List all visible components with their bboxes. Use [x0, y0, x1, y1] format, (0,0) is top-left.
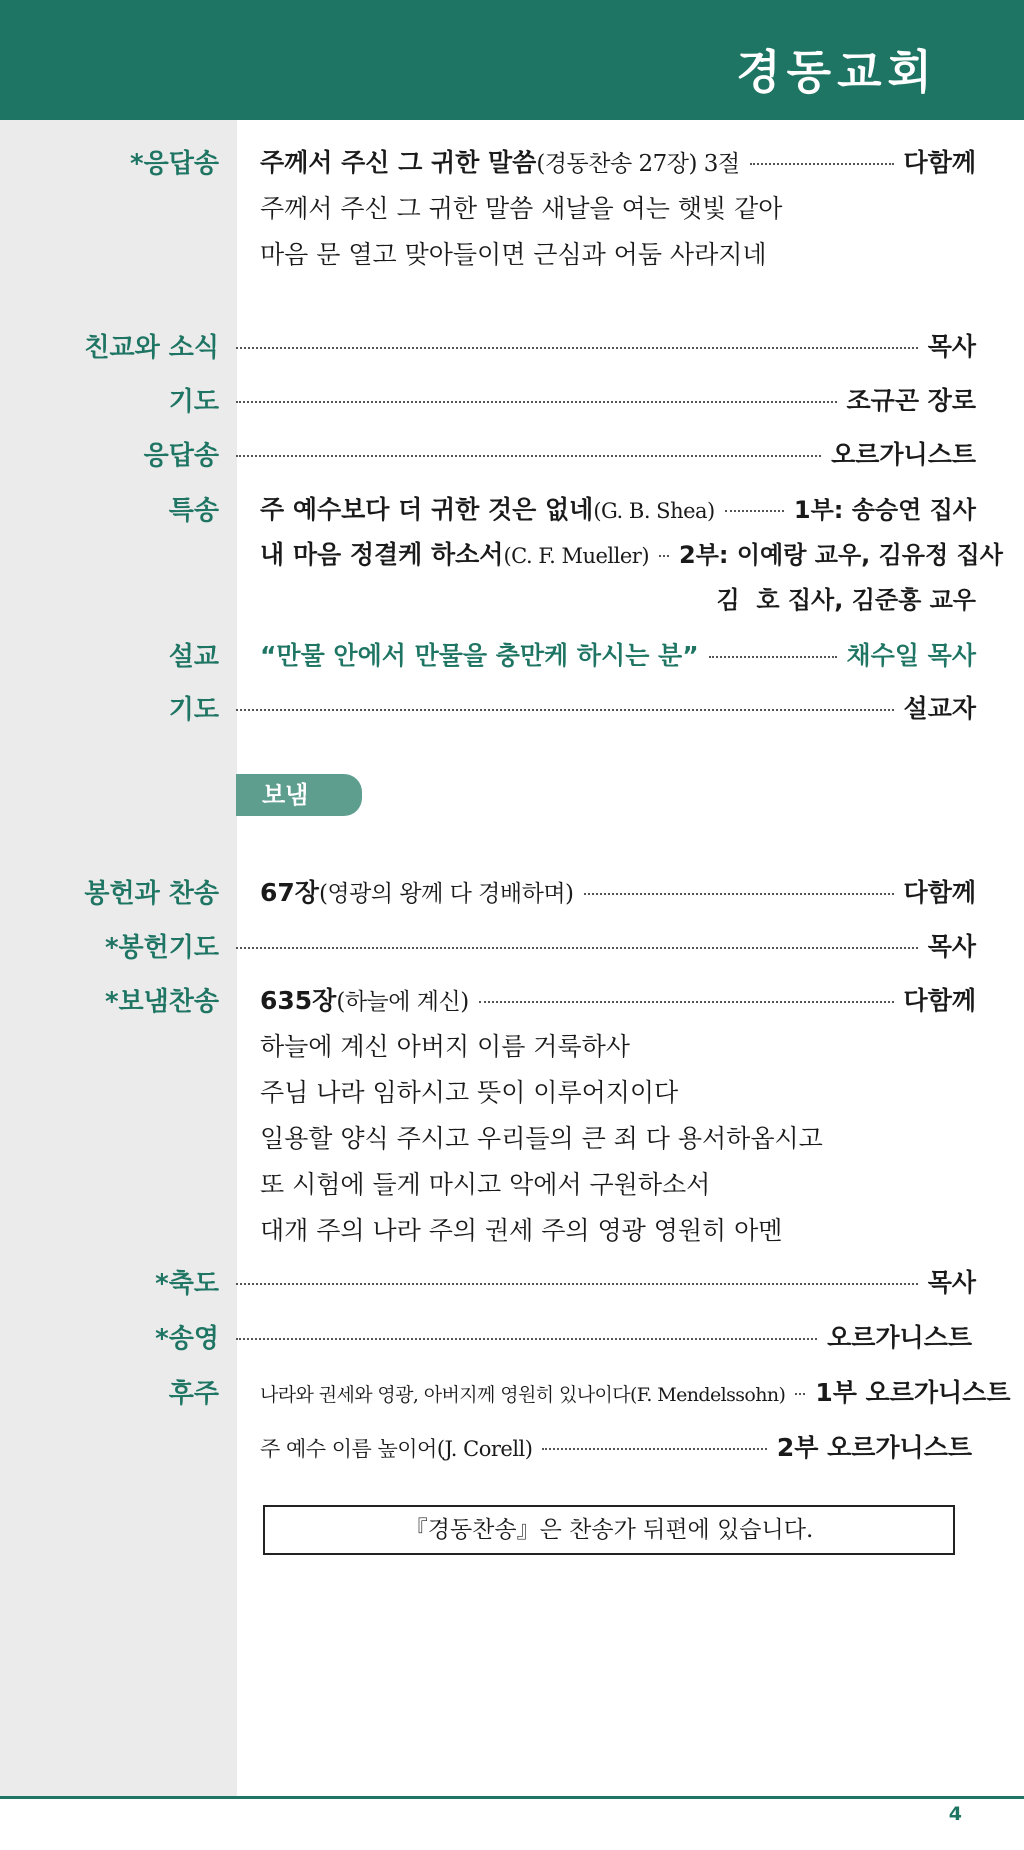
label-sending-hymn: *보냄찬송	[104, 987, 219, 1017]
response-hymn-title: 주께서 주신 그 귀한 말씀	[260, 148, 537, 177]
row-prayer-2	[236, 689, 976, 725]
lyric-line: 일용할 양식 주시고 우리들의 큰 죄 다 용서하옵시고	[260, 1124, 823, 1153]
row-postlude-2	[260, 1428, 972, 1464]
sending-hymn-number: 635장	[260, 986, 337, 1015]
leader-dots	[659, 555, 669, 557]
row-special-song-1	[260, 490, 976, 526]
leader-dots	[479, 1001, 894, 1003]
leader-dots	[750, 163, 894, 165]
offering-hymn-title: (영광의 왕께 다 경배하며)	[318, 881, 574, 907]
response-hymn-role: 다함께	[903, 148, 976, 177]
doxology-role: 오르가니스트	[827, 1323, 972, 1352]
row-doxology	[236, 1318, 972, 1354]
row-response	[236, 435, 976, 471]
label-response-hymn: *응답송	[130, 149, 219, 179]
row-fellowship	[236, 327, 976, 363]
label-sermon: 설교	[168, 642, 219, 672]
row-offering-prayer	[236, 927, 976, 963]
label-prayer-2: 기도	[168, 695, 219, 725]
lyric-line: 마음 문 열고 맞아들이면 근심과 어둠 사라지네	[260, 240, 767, 269]
leader-dots	[725, 510, 784, 512]
row-response-hymn	[260, 143, 976, 179]
response-role: 오르가니스트	[831, 440, 976, 469]
leader-dots	[795, 1393, 805, 1395]
footer-rule	[0, 1796, 1024, 1799]
response-hymn-subtitle: (경동찬송 27장) 3절	[536, 151, 740, 177]
special-song-2-role: 2부: 이예랑 교우, 김유정 집사	[679, 541, 1003, 569]
label-prayer: 기도	[168, 387, 219, 417]
label-benediction: *축도	[155, 1269, 219, 1299]
row-prayer	[236, 381, 976, 417]
row-benediction	[236, 1263, 976, 1299]
leader-dots	[236, 401, 837, 403]
label-doxology: *송영	[155, 1324, 219, 1354]
leader-dots	[236, 1338, 817, 1340]
special-song-1-title: 주 예수보다 더 귀한 것은 없네	[260, 495, 594, 524]
page-number: 4	[948, 1803, 962, 1825]
row-postlude-1	[260, 1373, 1011, 1409]
leader-dots	[542, 1448, 766, 1450]
offering-prayer-role: 목사	[927, 932, 976, 961]
label-offering-prayer: *봉헌기도	[104, 933, 219, 963]
label-postlude: 후주	[168, 1379, 219, 1409]
label-offering: 봉헌과 찬송	[84, 879, 219, 909]
leader-dots	[236, 455, 821, 457]
special-song-2-title: 내 마음 정결케 하소서	[260, 540, 504, 569]
label-special-song: 특송	[168, 496, 219, 526]
lyric-line: 또 시험에 들게 마시고 악에서 구원하소서	[260, 1170, 711, 1199]
prayer-2-role: 설교자	[903, 694, 976, 723]
hymnal-note: 『경동찬송』은 찬송가 뒤편에 있습니다.	[263, 1505, 955, 1555]
leader-dots	[236, 709, 894, 711]
leader-dots	[709, 656, 837, 658]
benediction-role: 목사	[927, 1268, 976, 1297]
lyric-line: 주께서 주신 그 귀한 말씀 새날을 여는 햇빛 같아	[260, 194, 783, 223]
leader-dots	[236, 1283, 918, 1285]
leader-dots	[236, 947, 918, 949]
postlude-role-1: 1부 오르가니스트	[815, 1378, 1011, 1407]
row-offering	[260, 873, 976, 909]
postlude-piece-2: 주 예수 이름 높이어(J. Corell)	[260, 1437, 533, 1461]
prayer-role: 조규곤 장로	[846, 386, 976, 415]
row-special-song-2	[260, 535, 1003, 571]
lyric-line: 하늘에 계신 아버지 이름 거룩하사	[260, 1032, 630, 1061]
section-tab-sending: 보냄	[236, 774, 362, 816]
special-song-2-role-cont: 김 호 집사, 김준홍 교우	[716, 586, 976, 614]
row-sending-hymn	[260, 981, 976, 1017]
church-name: 경동교회	[736, 45, 938, 99]
row-sermon	[260, 636, 976, 672]
postlude-piece-1: 나라와 권세와 영광, 아버지께 영원히 있나이다(F. Mendelssohn)	[260, 1384, 786, 1406]
special-song-1-composer: (G. B. Shea)	[593, 499, 715, 523]
postlude-role-2: 2부 오르가니스트	[776, 1433, 972, 1462]
special-song-1-role: 1부: 송승연 집사	[793, 496, 976, 524]
lyric-line: 대개 주의 나라 주의 권세 주의 영광 영원히 아멘	[260, 1216, 783, 1245]
header-bar	[0, 0, 1024, 120]
sending-hymn-title: (하늘에 계신)	[336, 989, 469, 1015]
sermon-role: 채수일 목사	[846, 641, 976, 670]
fellowship-role: 목사	[927, 332, 976, 361]
offering-role: 다함께	[903, 878, 976, 907]
offering-hymn-number: 67장	[260, 878, 319, 907]
special-song-2-composer: (C. F. Mueller)	[503, 544, 650, 568]
sermon-title: “만물 안에서 만물을 충만케 하시는 분”	[260, 641, 699, 670]
leader-dots	[236, 347, 918, 349]
lyric-line: 주님 나라 임하시고 뜻이 이루어지이다	[260, 1078, 679, 1107]
label-response: 응답송	[143, 441, 219, 471]
leader-dots	[584, 893, 894, 895]
label-fellowship: 친교와 소식	[84, 333, 219, 363]
sending-hymn-role: 다함께	[903, 986, 976, 1015]
